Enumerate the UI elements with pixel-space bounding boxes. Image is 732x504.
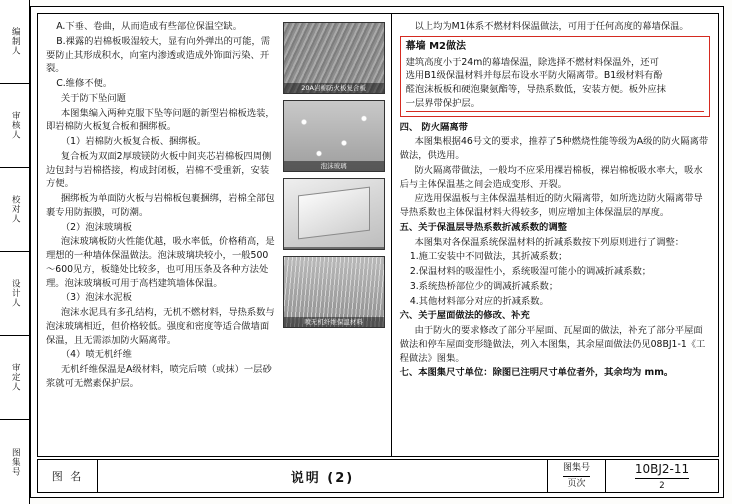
section-four-para-1: 防火隔离带做法，一般均不应采用裸岩棉板，裸岩棉板吸水率大，吸水后与主体保温基之间会造成变形、开裂。	[399, 164, 703, 190]
left-sub-para-7: 泡沫水泥具有多孔结构，无机不燃材料，导热系数与泡沫玻璃相近，但价格较低。强度和密度等适合做墙面保温，且无需添加防火隔离带。	[46, 307, 275, 346]
title-block	[37, 459, 719, 493]
title-block-id-label-bottom: 页次	[567, 478, 586, 489]
redbox-line-0: 建筑高度小于24m的幕墙保温，除选择不燃材料保温外，还可	[405, 56, 659, 68]
left-para-0: A.下垂、卷曲，从而造成有些部位保温空缺。	[56, 21, 243, 32]
strip-cell-1	[0, 84, 30, 168]
photo-caption-0: 20A岩棉防火板复合板	[284, 83, 384, 93]
left-para-1: B.裸露的岩棉板吸湿较大，显有向外弹出的可能，需要防止其形成积水，向室内渗透或造成外饰面污染、开裂。	[46, 35, 271, 75]
title-block-label: 图 名	[38, 460, 98, 492]
section-five	[400, 221, 710, 309]
title-block-name: 说明 (2)	[98, 460, 548, 492]
section-five-heading: 五、关于保温层导热系数折减系数的调整	[399, 221, 567, 233]
left-sub-para-3: 捆绑板为单面防火板与岩棉板包裹捆绑，岩棉全部包裹专用防振膜，可防潮。	[46, 193, 275, 218]
photo-caption-1: 泡沫玻璃	[284, 161, 384, 171]
left-sub-para-6: （3）泡沫水泥板	[60, 292, 132, 304]
left-sub-para-9: 无机纤维保温是A级材料，喷完后喷（或抹）一层砂浆就可无燃素保护层。	[46, 364, 272, 389]
highlighted-note-m2	[400, 36, 710, 117]
photo-rockwool-composite-board	[283, 22, 385, 94]
photo-caption-3: 喷无机纤维保温材料	[284, 317, 384, 327]
left-body-text	[46, 20, 277, 392]
section-four-para-0: 本图集根据46号文的要求，推荐了5种燃烧性能等级为A级的防火隔离带做法，供选用。	[399, 136, 709, 162]
strip-label-4: 审定人	[10, 363, 21, 392]
left-sub-para-4: （2）泡沫玻璃板	[60, 221, 132, 233]
redbox-title: 幕墙 M2做法	[405, 40, 466, 52]
section-seven-heading: 七、本图集尺寸单位：除图已注明尺寸单位者外，其余均为 mm。	[399, 367, 674, 379]
photo-foam-cement-board	[283, 178, 385, 250]
content-area	[37, 13, 719, 457]
strip-label-1: 审核人	[10, 111, 21, 140]
section-five-list-2: 3.系统热桥部位少的调减折减系数；	[409, 280, 559, 292]
redbox-line-1: 选用B1级保温材料并每层布设水平防火隔离带。B1级材料有酚	[405, 70, 663, 82]
strip-cell-0	[0, 0, 30, 84]
strip-label-0: 编制人	[10, 27, 21, 56]
right-text-column	[392, 14, 718, 456]
left-photo-stack	[283, 20, 383, 392]
section-five-list-0: 1.施工安装中不同做法，其折减系数；	[409, 251, 568, 263]
section-five-list-1: 2.保温材料的吸湿性小，系统吸湿可能小的调减折减系数；	[409, 266, 652, 278]
left-sub-para-8: （4）喷无机纤维	[60, 349, 132, 361]
title-block-id-labels	[548, 460, 606, 492]
strip-cell-2	[0, 168, 30, 252]
title-block-id-number: 10BJ2-11	[635, 460, 689, 479]
section-seven	[400, 366, 710, 380]
section-six-para-0: 由于防火的要求修改了部分平屋面、瓦屋面的做法，补充了部分平屋面做法和停车屋面变形缝做法，列入本图集，其余屋面做法仍见08BJ1-1《工程做法》图集。	[399, 325, 706, 364]
section-four	[400, 121, 710, 220]
strip-label-5: 图集号	[10, 447, 21, 477]
section-five-list-3: 4.其他材料部分对应的折减系数。	[409, 295, 549, 307]
title-block-id-values	[606, 460, 718, 492]
right-intro: 以上均为M1体系不燃材料保温做法，可用于任何高度的幕墙保温。	[414, 21, 689, 32]
section-five-para-0: 本图集对各保温系统保温材料的折减系数按下列原则进行了调整：	[414, 236, 685, 248]
section-six-heading: 六、关于屋面做法的修改、补充	[399, 310, 530, 322]
section-six	[400, 309, 710, 365]
title-block-id-label-top: 图集号	[563, 461, 590, 476]
left-sub-para-5: 泡沫玻璃板防火性能优越，吸水率低，价格稍高，是理想的一种墙体保温做法。泡沫玻璃块较小，一般500～600见方，板缝处比较多，也可用压条及各种方法处理。泡沫玻璃板可用于高档建筑墙体保温。	[46, 236, 275, 289]
title-block-page: 2	[659, 480, 665, 491]
strip-label-2: 校对人	[10, 195, 21, 224]
left-sub-head: 关于防下坠问题	[60, 92, 126, 104]
photo-sprayed-mineral-fiber	[283, 256, 385, 328]
section-four-heading: 四、 防火隔离带	[399, 121, 468, 133]
photo-caption-2	[284, 247, 384, 249]
strip-cell-5	[0, 420, 30, 504]
strip-cell-3	[0, 252, 30, 336]
left-sub-para-2: 复合板为双面2厚玻镁防火板中间夹芯岩棉板四周侧边包封与岩棉搭接，构成封闭板，岩棉不受重新，安装方便。	[46, 150, 272, 190]
left-text-column	[38, 14, 392, 456]
photo-foam-glass	[283, 100, 385, 172]
strip-cell-4	[0, 336, 30, 420]
redbox-line-3: 一层界带保护层。	[406, 97, 704, 112]
section-four-para-2: 应选用保温板与主体保温基相近的防火隔离带，如所选边防火隔离带导导热系数也主体保温材料大得较多，则应增加主体保温层的厚度。	[399, 193, 703, 219]
left-para-2: C.维修不便。	[56, 78, 113, 89]
strip-label-3: 设计人	[10, 279, 21, 308]
left-sub-para-1: （1）岩棉防火板复合板、捆绑板。	[60, 136, 207, 147]
sheet-frame	[30, 6, 724, 498]
signature-strip	[0, 0, 30, 504]
left-sub-para-0: 本图集编入两种克服下坠等问题的新型岩棉板选装，即岩棉防火板复合板和捆绑板。	[46, 107, 275, 133]
redbox-line-2: 醛泡沫板板和硬泡聚氨酯等，导热系数低，安装方便。板外应抹	[405, 84, 666, 96]
